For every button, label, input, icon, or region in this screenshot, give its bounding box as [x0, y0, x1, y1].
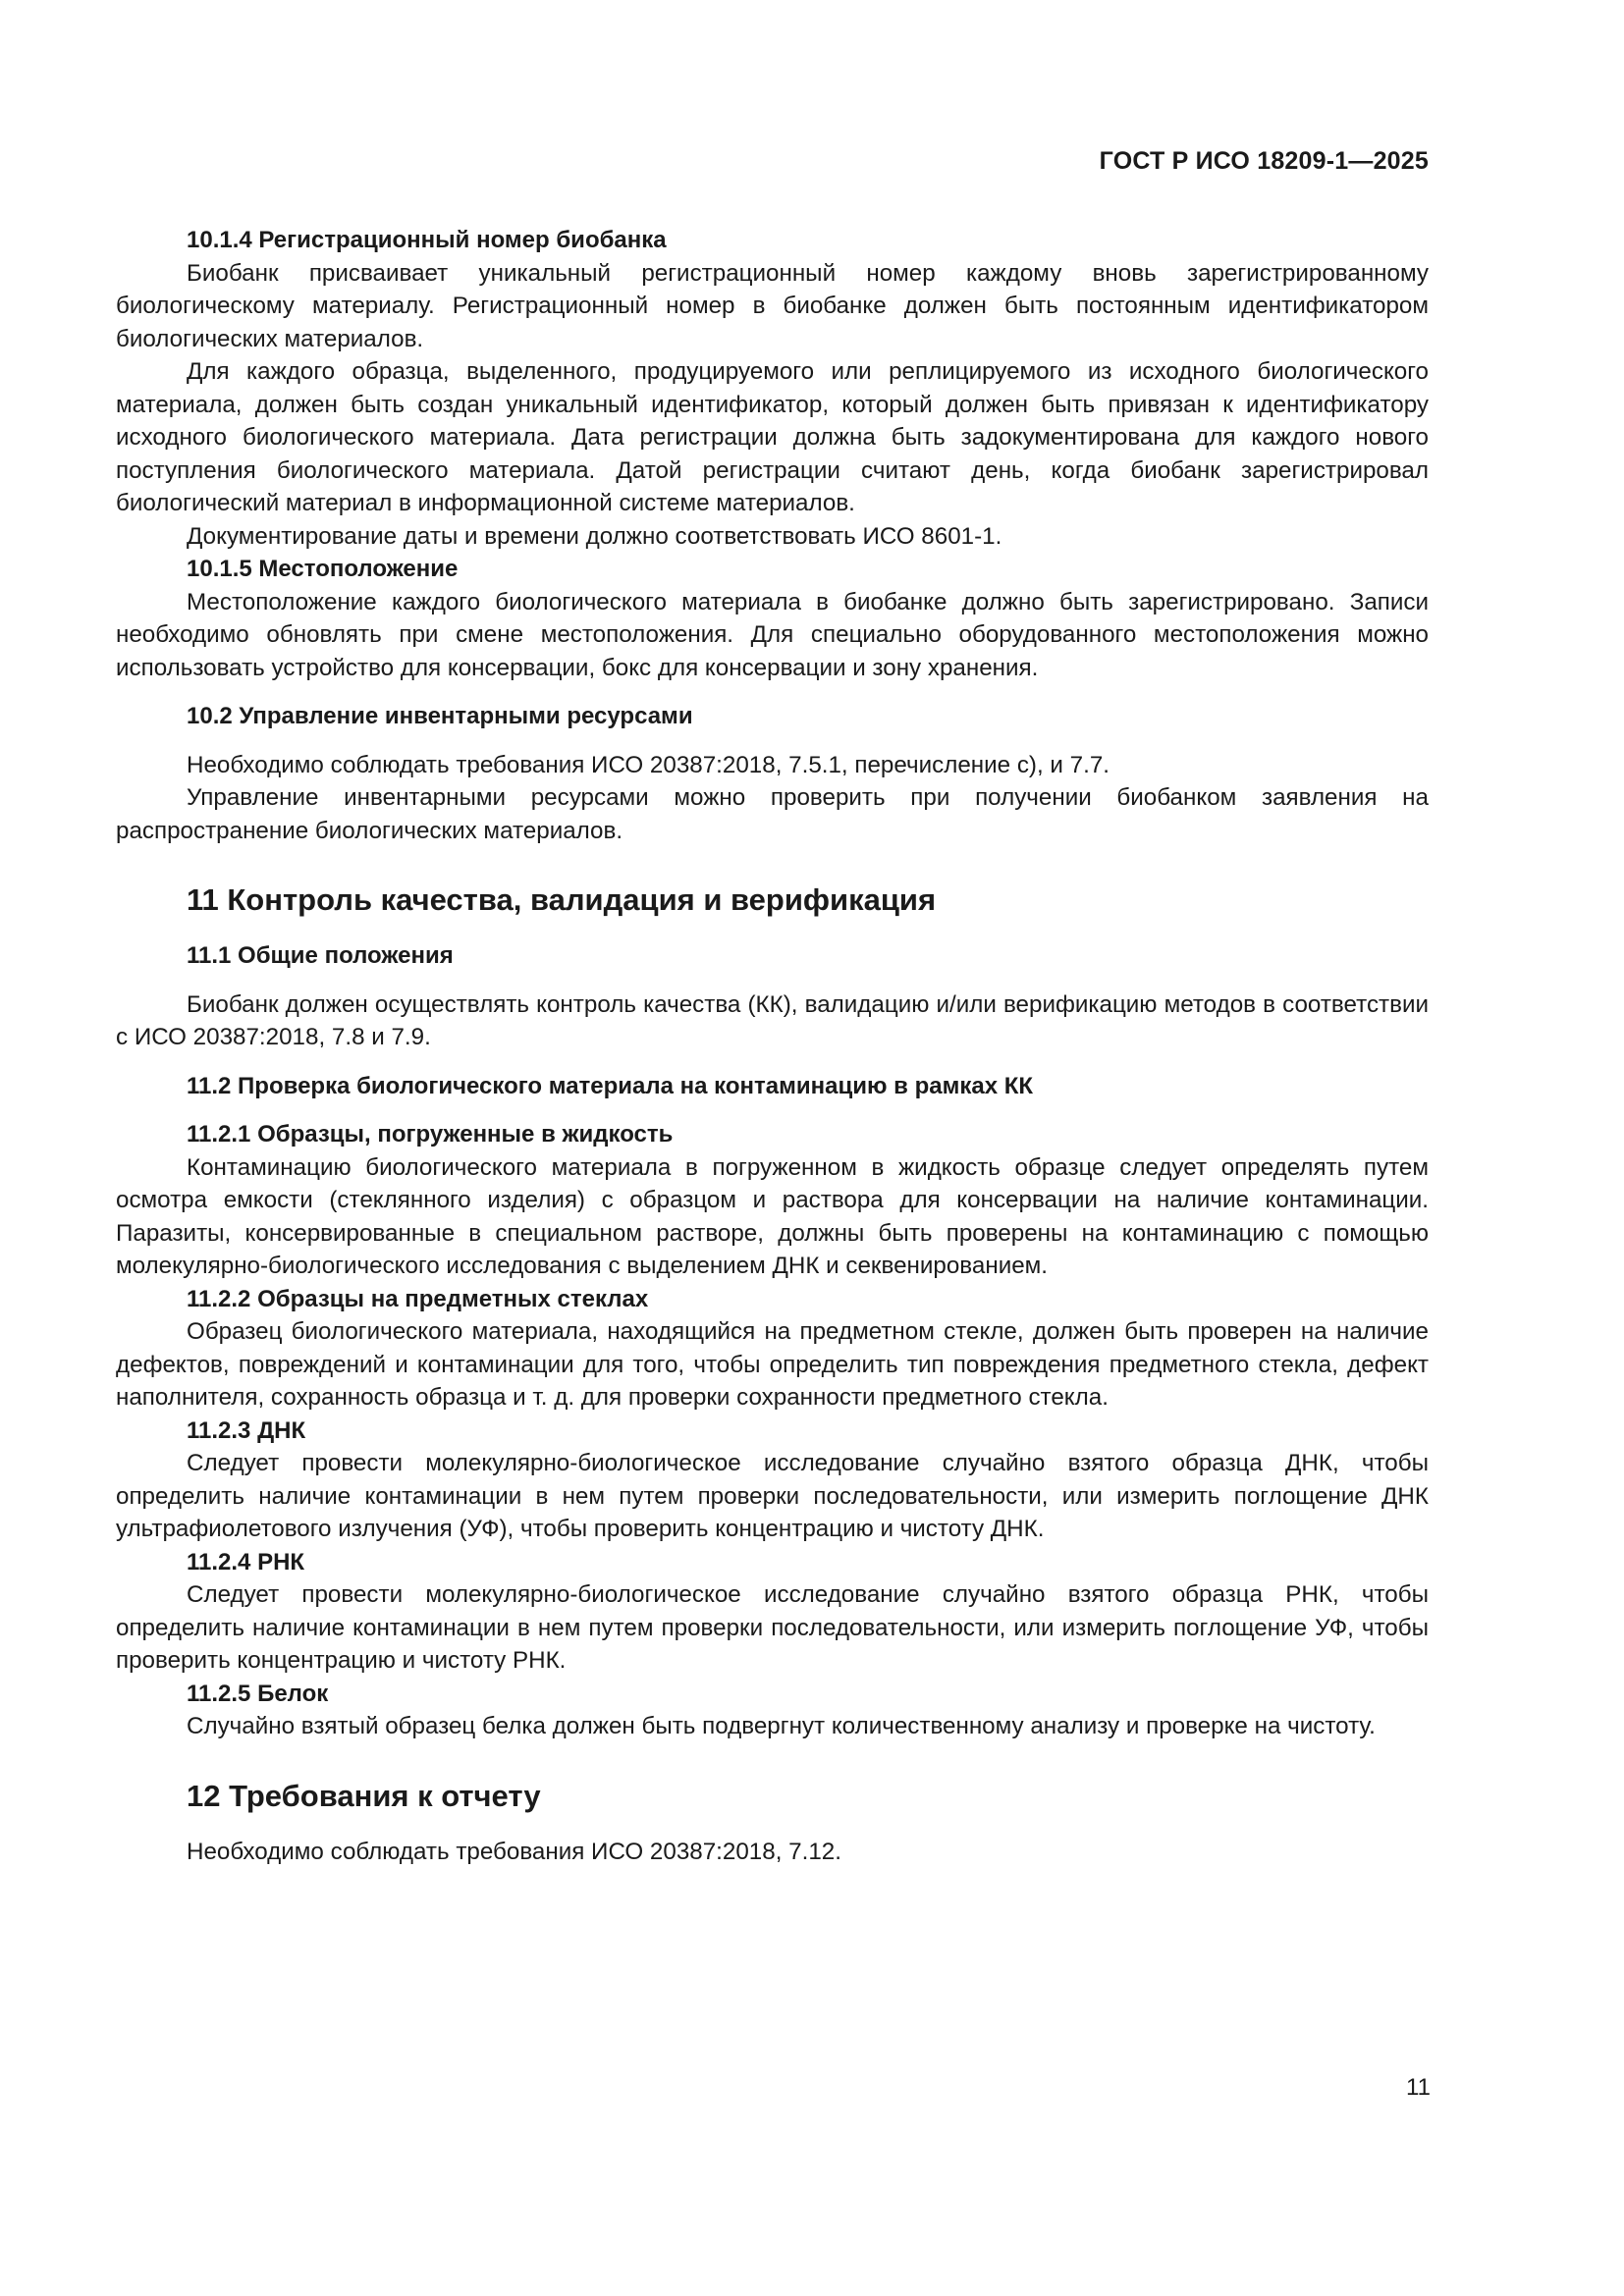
section-heading-11-2: 11.2 Проверка биологического материала на контаминацию в рамках КК	[187, 1072, 1034, 1099]
paragraph: Управление инвентарными ресурсами можно проверить при получении биобанком заявления на распространение биологических материалов.	[116, 784, 1429, 844]
paragraph: Следует провести молекулярно-биологическое исследование случайно взятого образца РНК, чтобы определить наличие контаминации в нем путем проверки последовательности, или измерить поглощение УФ, чтобы проверить концентрацию и чистоту РНК.	[116, 1581, 1429, 1674]
paragraph: Необходимо соблюдать требования ИСО 20387:2018, 7.12.	[187, 1838, 841, 1865]
section-heading-11-2-3: 11.2.3 ДНК	[187, 1416, 306, 1444]
spacer	[116, 973, 1429, 988]
section-heading-10-1-4: 10.1.4 Регистрационный номер биобанка	[187, 227, 667, 253]
section-heading-11-2-5: 11.2.5 Белок	[187, 1680, 329, 1707]
paragraph: Образец биологического материала, находящийся на предметном стекле, должен быть проверен на наличие дефектов, повреждений и контаминации для того, чтобы определить тип повреждения предметного стекла, дефект наполнителя, сохранность образца и т. д. для проверки сохранности предметного стекла.	[116, 1318, 1429, 1411]
section-heading-11: 11 Контроль качества, валидация и верификация	[187, 882, 937, 917]
section-heading-10-1-5: 10.1.5 Местоположение	[187, 556, 459, 582]
paragraph: Для каждого образца, выделенного, продуцируемого или реплицируемого из исходного биологического материала, должен быть создан уникальный идентификатор, который должен быть привязан к идентификатору исходного биологического материала. Дата регистрации должна быть задокументирована для каждого нового поступления биологического материала. Датой регистрации считают день, когда биобанк зарегистрировал биологический материал в информационной системе материалов.	[116, 358, 1429, 516]
spacer	[116, 1102, 1429, 1118]
spacer	[116, 733, 1429, 749]
page-number: 11	[1406, 2074, 1431, 2101]
paragraph: Следует провести молекулярно-биологическое исследование случайно взятого образца ДНК, чтобы определить наличие контаминации в нем путем проверки последовательности, или измерить поглощение ДНК ультрафиолетового излучения (УФ), чтобы проверить концентрацию и чистоту ДНК.	[116, 1450, 1429, 1542]
paragraph: Местоположение каждого биологического материала в биобанке должно быть зарегистрировано. Записи необходимо обновлять при смене местоположения. Для специально оборудованного местоположения можно использовать устройство для консервации, бокс для консервации и зону хранения.	[116, 588, 1429, 681]
section-heading-11-1: 11.1 Общие положения	[187, 942, 454, 969]
spacer	[116, 1816, 1429, 1836]
spacer	[116, 1054, 1429, 1070]
paragraph: Биобанк присваивает уникальный регистрационный номер каждому вновь зарегистрированному биологическому материалу. Регистрационный номер в биобанке должен быть постоянным идентификатором биологических материалов.	[116, 259, 1429, 352]
paragraph: Биобанк должен осуществлять контроль качества (КК), валидацию и/или верификацию методов в соответствии с ИСО 20387:2018, 7.8 и 7.9.	[116, 990, 1429, 1050]
spacer	[116, 684, 1429, 700]
spacer	[116, 920, 1429, 939]
paragraph: Документирование даты и времени должно соответствовать ИСО 8601-1.	[187, 522, 1002, 550]
section-heading-11-2-4: 11.2.4 РНК	[187, 1548, 305, 1575]
document-standard-id: ГОСТ Р ИСО 18209-1—2025	[1099, 147, 1429, 175]
spacer	[116, 1743, 1429, 1777]
page-body	[116, 224, 1429, 1868]
section-heading-11-2-2: 11.2.2 Образцы на предметных стеклах	[187, 1285, 649, 1312]
section-heading-12: 12 Требования к отчету	[187, 1778, 541, 1813]
paragraph: Необходимо соблюдать требования ИСО 20387:2018, 7.5.1, перечисление с), и 7.7.	[187, 751, 1110, 778]
paragraph: Случайно взятый образец белка должен быть подвергнут количественному анализу и проверке на чистоту.	[187, 1713, 1376, 1739]
spacer	[116, 847, 1429, 881]
section-heading-10-2: 10.2 Управление инвентарными ресурсами	[187, 703, 693, 729]
section-heading-11-2-1: 11.2.1 Образцы, погруженные в жидкость	[187, 1121, 674, 1148]
paragraph: Контаминацию биологического материала в погруженном в жидкость образце следует определять путем осмотра емкости (стеклянного изделия) с образцом и раствора для консервации на наличие контаминации. Паразиты, консервированные в специальном растворе, должны быть проверены на контаминацию с помощью молекулярно-биологического исследования с выделением ДНК и секвенированием.	[116, 1153, 1429, 1279]
